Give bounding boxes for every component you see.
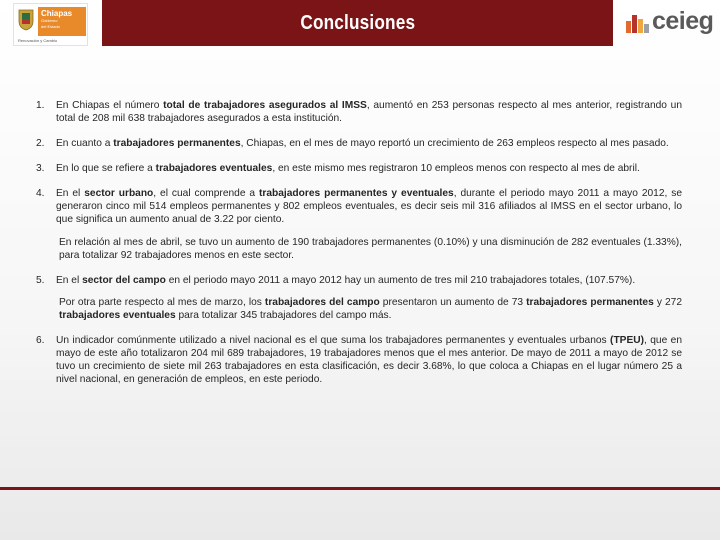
item-number: 4. <box>36 188 45 199</box>
text-run: presentaron un aumento de 73 <box>379 297 527 308</box>
footer-divider <box>0 487 720 490</box>
item-number: 1. <box>36 100 45 111</box>
list-item <box>36 162 682 175</box>
item-text <box>56 99 682 125</box>
text-run: , durante el periodo mayo 2011 a mayo 2012, se generaron cinco mil 514 empleos permanentes y 802 empleos eventuales, es decir seis mil 316 afiliados al IMSS en el sector urbano, lo que significa un aumento anual de 3.22 por ciento. <box>56 188 683 225</box>
text-run: Un indicador comúnmente utilizado a nivel nacional es el que suma los trabajadores permanentes y eventuales urbanos <box>56 335 611 346</box>
page-title: Conclusiones <box>300 11 415 34</box>
logo-line2: Gobierno <box>41 18 58 23</box>
item-text <box>56 162 682 175</box>
logo-line1: Chiapas <box>41 9 73 18</box>
text-run: , en este mismo mes registraron 10 empleos menos con respecto al mes de abril. <box>272 163 640 174</box>
bold-run: trabajadores eventuales <box>59 310 176 321</box>
item-text <box>56 187 682 226</box>
list-item <box>36 99 682 125</box>
text-run: En el <box>56 188 85 199</box>
list-item <box>36 137 682 150</box>
item-text <box>56 137 682 150</box>
logo-tagline: Renovación y Cambio <box>18 38 58 43</box>
text-run: para totalizar 345 trabajadores del campo más. <box>175 310 392 321</box>
bold-run: total de trabajadores asegurados al IMSS <box>163 100 367 111</box>
text-run: En lo que se refiere a <box>56 163 156 174</box>
bold-run: sector del campo <box>82 275 166 286</box>
text-run: en el periodo mayo 2011 a mayo 2012 hay un aumento de tres mil 210 trabajadores totales, (107.57%). <box>165 275 636 286</box>
bold-run: trabajadores permanentes y eventuales <box>259 188 454 199</box>
bold-run: sector urbano <box>84 188 154 199</box>
item-number: 6. <box>36 335 45 346</box>
item-text <box>56 334 682 386</box>
text-run: , Chiapas, en el mes de mayo reportó un crecimiento de 263 empleos respecto al mes pasado. <box>240 138 669 149</box>
item-number: 5. <box>36 275 45 286</box>
ceieg-wordmark: ceieg <box>652 7 714 35</box>
list-item <box>36 187 682 226</box>
list-item <box>36 334 682 386</box>
bold-run: trabajadores permanentes <box>526 297 654 308</box>
logo-line3: del Estado <box>41 24 60 29</box>
item-number: 3. <box>36 163 45 174</box>
bar-chart-logo-icon <box>624 11 652 35</box>
item-number: 2. <box>36 138 45 149</box>
bold-run: (TPEU) <box>610 335 645 346</box>
text-run: En cuanto a <box>56 138 114 149</box>
bold-run: trabajadores del campo <box>264 297 380 308</box>
text-run: , aumentó en 253 personas respecto al mes anterior, registrando un total de 208 mil 638 trabajadores asegurados a esta institución. <box>56 100 682 124</box>
chiapas-logo <box>13 3 88 46</box>
bold-run: trabajadores eventuales <box>155 163 273 174</box>
sub-paragraph <box>59 296 682 322</box>
coat-of-arms-icon <box>18 9 34 31</box>
text-run: Por otra parte respecto al mes de marzo, los <box>59 297 265 308</box>
list-item <box>36 274 682 287</box>
logo-orange-box <box>38 7 86 36</box>
bold-run: trabajadores permanentes <box>113 138 241 149</box>
conclusions-list <box>36 99 682 398</box>
header-bar <box>102 0 613 46</box>
ceieg-logo <box>624 7 712 39</box>
sub-paragraph: En relación al mes de abril, se tuvo un aumento de 190 trabajadores permanentes (0.10%) y una disminución de 282 eventuales (1.33%), para totalizar 92 trabajadores menos en este sector. <box>59 237 682 261</box>
text-run: , el cual comprende a <box>153 188 260 199</box>
text-run: En Chiapas el número <box>56 100 164 111</box>
text-run: En el <box>56 275 83 286</box>
item-text <box>56 274 682 287</box>
text-run: y 272 <box>653 297 682 308</box>
text-run: , que en mayo de este año totalizaron 204 mil 689 trabajadores, 19 trabajadores menos que el mes anterior. De mayo de 2011 a mayo de 2012 se tuvo un crecimiento de siete mil 263 trabajadores en esta clasificación, es decir 3.68%, lo que coloca a Chiapas en el lugar número 25 a nivel nacional, en generación de empleos, en este periodo. <box>56 335 682 385</box>
